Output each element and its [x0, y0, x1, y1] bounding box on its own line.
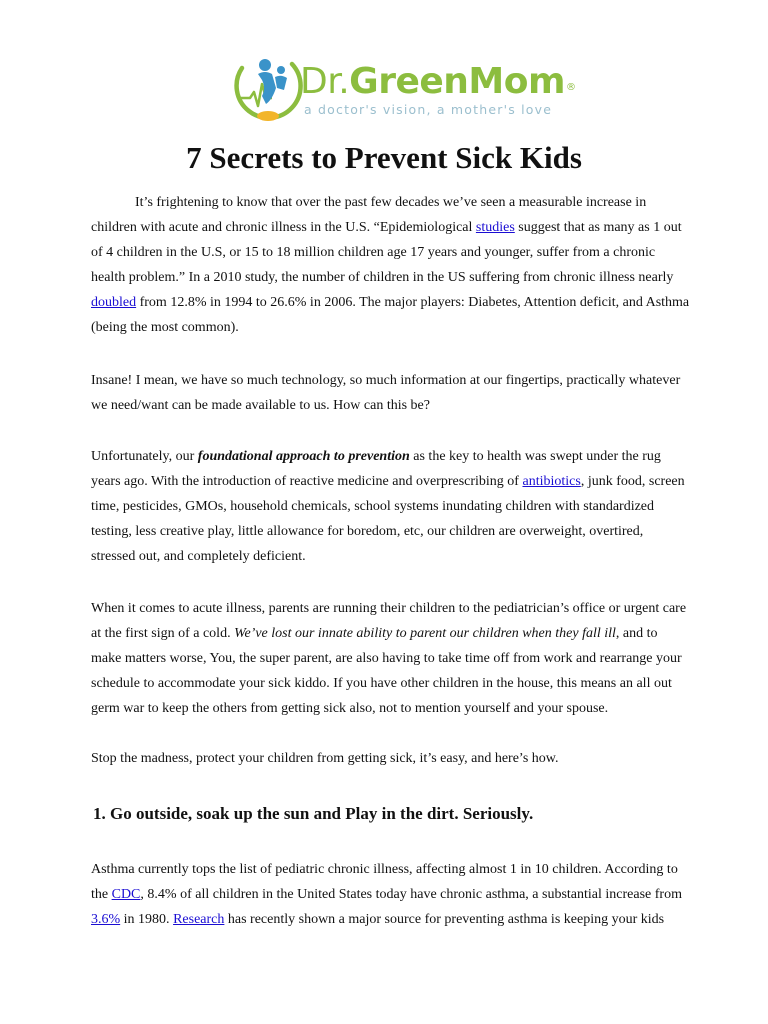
- text-run: , 8.4% of all children in the United States today have chronic asthma, a substantial increase from: [140, 887, 682, 902]
- text-run: as the key to health was swept under the rug years ago. With the introduction of reactive medicine and overprescribing of: [91, 449, 661, 489]
- brand-wordmark: GreenMom: [349, 61, 566, 102]
- paragraph-asthma: [91, 857, 691, 932]
- text-run: It’s frightening to know that over the past few decades we’ve seen a measurable increase in children with acute and chronic illness in the U.S. “Epidemiological: [91, 195, 647, 235]
- text-run: When it comes to acute illness, parents are running their children to the pediatrician’s office or urgent care at the first sign of a cold.: [91, 601, 687, 641]
- paragraph-intro: [91, 190, 691, 340]
- statistic-link[interactable]: 3.6%: [91, 912, 121, 927]
- paragraph-insane: Insane! I mean, we have so much technology, so much information at our fingertips, practically whatever we need/want can be made available to us. How can this be?: [91, 373, 681, 413]
- brand-name: [300, 62, 576, 102]
- emphasis-text: foundational approach to prevention: [197, 449, 410, 464]
- doubled-link[interactable]: doubled: [91, 295, 137, 310]
- antibiotics-link[interactable]: antibiotics: [522, 474, 581, 489]
- text-run: Asthma currently tops the list of pediatric chronic illness, affecting almost 1 in 10 children. According to the: [91, 862, 678, 902]
- text-run: has recently shown a major source for preventing asthma is keeping your kids: [224, 912, 665, 927]
- page-title: 7 Secrets to Prevent Sick Kids: [186, 140, 582, 175]
- registered-mark: ®: [566, 82, 576, 93]
- text-run: from 12.8% in 1994 to 26.6% in 2006. The major players: Diabetes, Attention deficit, and Asthma (being the most common).: [91, 295, 690, 335]
- drgreenmom-logo: [232, 54, 576, 128]
- section-heading-1: 1. Go outside, soak up the sun and Play in the dirt. Seriously.: [93, 804, 534, 823]
- text-run: suggest that as many as 1 out of 4 children in the U.S, or 15 to 18 million children age 17 years and younger, suffer from a chronic health problem.” In a 2010 study, the number of children in the US suffering from chronic illness nearly: [91, 220, 682, 285]
- text-run: Unfortunately, our: [91, 449, 198, 464]
- studies-link[interactable]: studies: [475, 220, 515, 235]
- paragraph-stop-madness: Stop the madness, protect your children from getting sick, it’s easy, and here’s how.: [91, 751, 559, 766]
- text-run: , junk food, screen time, pesticides, GMOs, household chemicals, school systems inundating children with standardized testing, less creative play, little allowance for boredom, etc, our children are overweight, overtired, stressed out, and completely deficient.: [91, 474, 685, 564]
- research-link[interactable]: Research: [173, 912, 225, 927]
- text-run: in 1980.: [120, 912, 174, 927]
- mother-child-logo-icon: [232, 54, 306, 128]
- text-run: , and to make matters worse, You, the super parent, are also having to take time off from work and rearrange your schedule to accommodate your sick kiddo. If you have other children in the house, this means an all out germ war to keep the others from getting sick also, not to mention yourself and your spouse.: [91, 626, 682, 716]
- brand-tagline: a doctor's vision, a mother's love: [304, 102, 553, 117]
- emphasis-text: We’ve lost our innate ability to parent our children when they fall ill: [234, 626, 616, 641]
- paragraph-foundational: [91, 444, 691, 569]
- cdc-link[interactable]: CDC: [111, 887, 141, 902]
- brand-prefix: Dr.: [300, 61, 350, 102]
- paragraph-acute-illness: [91, 596, 691, 721]
